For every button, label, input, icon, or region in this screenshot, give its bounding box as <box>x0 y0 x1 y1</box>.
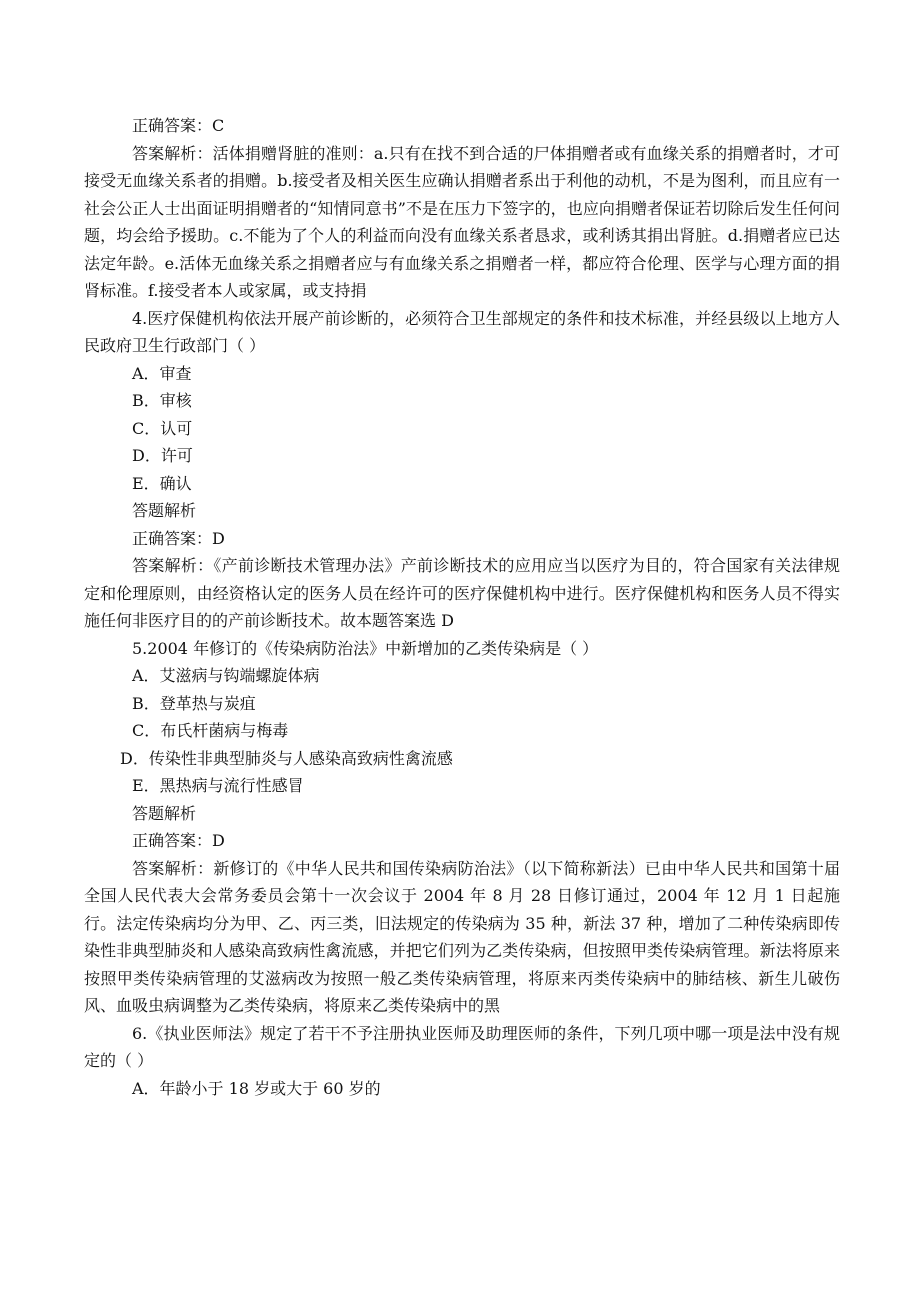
answer-explanation-3: 答案解析：活体捐赠肾脏的准则：a.只有在找不到合适的尸体捐赠者或有血缘关系的捐赠者时，才可接受无血缘关系者的捐赠。b.接受者及相关医生应确认捐赠者系出于利他的动机，不是为图利，而且应有一社会公正人士出面证明捐赠者的“知情同意书”不是在压力下签字的，也应向捐赠者保证若切除后发生任何问题，均会给予援助。c.不能为了个人的利益而向没有血缘关系者恳求，或利诱其捐出肾脏。d.捐赠者应已达法定年龄。e.活体无血缘关系之捐赠者应与有血缘关系之捐赠者一样，都应符合伦理、医学与心理方面的捐肾标准。f.接受者本人或家属，或支持捐 <box>84 143 840 300</box>
q4-option-c: C．认可 <box>132 418 193 438</box>
q4-option-a: A．审查 <box>132 363 192 383</box>
q5-option-c: C．布氏杆菌病与梅毒 <box>132 721 289 740</box>
q4-option-d: D．许可 <box>132 446 193 465</box>
answer-explanation-4: 答案解析：《产前诊断技术管理办法》产前诊断技术的应用应当以医疗为目的，符合国家有关法律规定和伦理原则，由经资格认定的医务人员在经许可的医疗保健机构中进行。医疗保健机构和医务人员不得实施任何非医疗目的的产前诊断技术。故本题答案选 D <box>84 556 840 630</box>
answer-explanation-5: 答案解析：新修订的《中华人民共和国传染病防治法》（以下简称新法）已由中华人民共和国第十届全国人民代表大会常务委员会第十一次会议于 2004 年 8 月 28 日修订通过，2004 年 12 月 1 日起施行。法定传染病均分为甲、乙、丙三类，旧法规定的传染病为 35 种，新法 37 种，增加了二种传染病即传染性非典型肺炎和人感染高致病性禽流感，并把它们列为乙类传染病，但按照甲类传染病管理。新法将原来按照甲类传染病管理的艾滋病改为按照一般乙类传染病管理，将原来丙类传染病中的肺结核、新生儿破伤风、血吸虫病调整为乙类传染病，将原来乙类传染病中的黑 <box>84 858 840 1015</box>
question-6: 6.《执业医师法》规定了若干不予注册执业医师及助理医师的条件，下列几项中哪一项是法中没有规定的（ ） <box>84 1023 840 1070</box>
q4-option-b: B．审核 <box>132 391 192 410</box>
document-page <box>84 112 840 1102</box>
q4-analysis-heading: 答题解析 <box>132 501 197 520</box>
q6-option-a: A．年龄小于 18 岁或大于 60 岁的 <box>132 1078 381 1098</box>
q5-option-e: E．黑热病与流行性感冒 <box>132 776 304 795</box>
q5-option-b: B．登革热与炭疽 <box>132 693 256 713</box>
q5-option-d: D．传染性非典型肺炎与人感染高致病性禽流感 <box>120 748 453 768</box>
correct-answer-3: 正确答案：C <box>132 116 225 135</box>
q5-option-a: A．艾滋病与钩端螺旋体病 <box>132 666 320 685</box>
question-4: 4.医疗保健机构依法开展产前诊断的，必须符合卫生部规定的条件和技术标准，并经县级以上地方人民政府卫生行政部门（ ） <box>84 308 840 355</box>
question-5: 5.2004 年修订的《传染病防治法》中新增加的乙类传染病是（ ） <box>132 638 599 658</box>
q5-analysis-heading: 答题解析 <box>132 803 197 823</box>
correct-answer-4: 正确答案：D <box>132 528 225 548</box>
correct-answer-5: 正确答案：D <box>132 831 225 850</box>
q4-option-e: E．确认 <box>132 473 192 493</box>
